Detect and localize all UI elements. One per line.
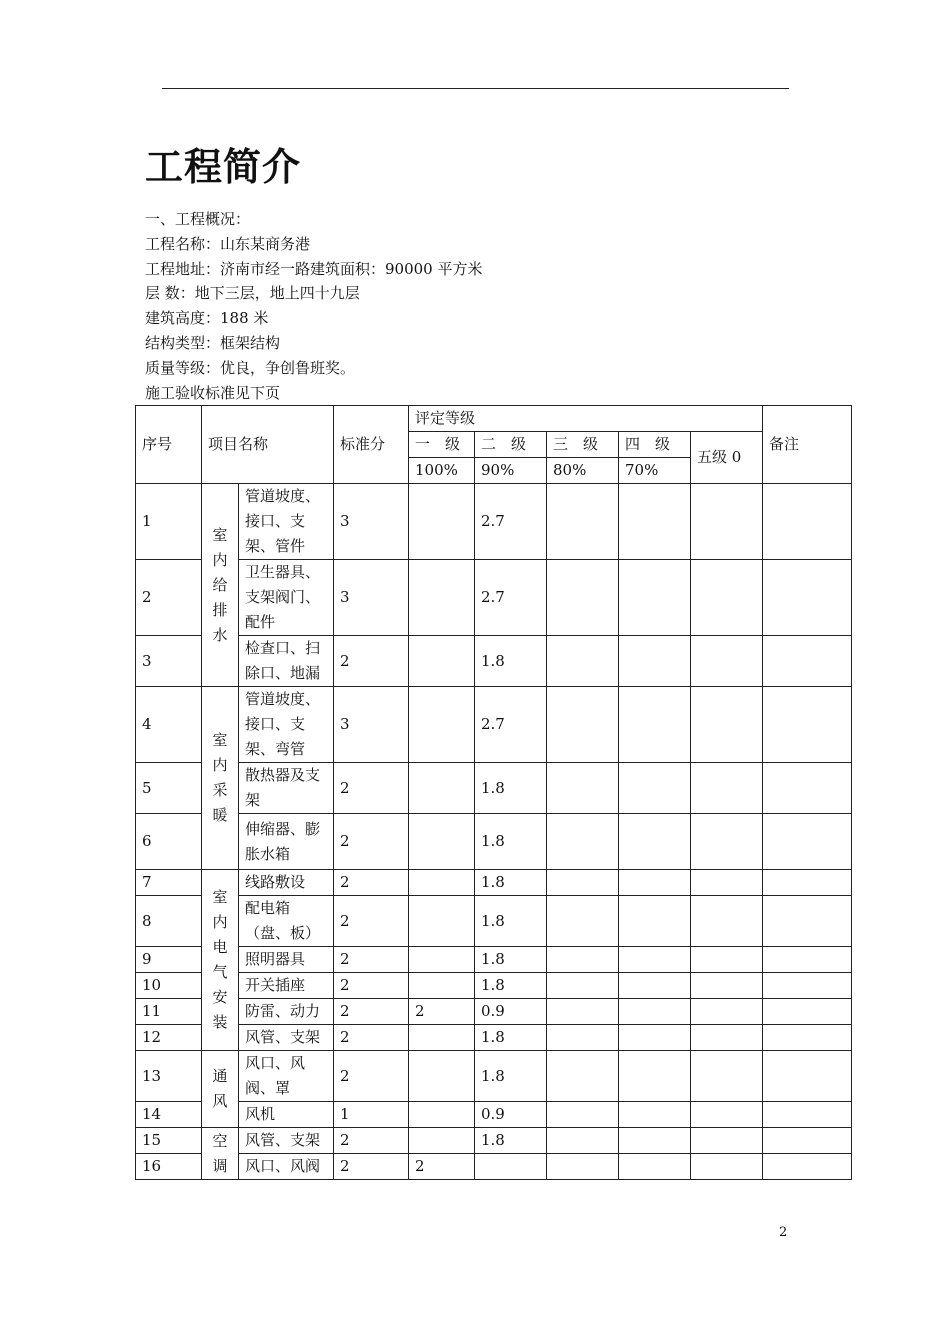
row-g2: 1.8 — [475, 1128, 547, 1154]
category-label: 室内电气安装 — [212, 888, 228, 1031]
row-g2: 1.8 — [475, 870, 547, 896]
category-label: 空调 — [212, 1131, 228, 1175]
row-std: 3 — [334, 687, 409, 763]
row-no: 9 — [136, 947, 202, 973]
header-g4-percent: 70% — [619, 458, 691, 484]
category-cell — [202, 870, 239, 1051]
row-no: 11 — [136, 999, 202, 1025]
row-std: 2 — [334, 947, 409, 973]
category-label: 通风 — [212, 1067, 228, 1110]
table-row — [136, 814, 852, 870]
row-g2: 1.8 — [475, 973, 547, 999]
table-row — [136, 1154, 852, 1180]
row-item: 风管、支架 — [239, 1025, 334, 1051]
table-row — [136, 484, 852, 560]
row-no: 2 — [136, 560, 202, 636]
header-no: 序号 — [136, 406, 202, 484]
row-std: 2 — [334, 1025, 409, 1051]
header-g3: 三 级 — [547, 432, 619, 458]
row-g2 — [475, 1154, 547, 1180]
header-g3-percent: 80% — [547, 458, 619, 484]
project-overview — [145, 207, 483, 405]
row-g2: 1.8 — [475, 1051, 547, 1102]
row-g2: 0.9 — [475, 999, 547, 1025]
row-item: 线路敷设 — [239, 870, 334, 896]
header-g1: 一 级 — [409, 432, 475, 458]
row-item: 管道坡度、接口、支架、弯管 — [239, 687, 334, 763]
header-g2: 二 级 — [475, 432, 547, 458]
row-item: 配电箱（盘、板） — [239, 896, 334, 947]
row-g1: 2 — [409, 1154, 475, 1180]
table-row — [136, 1025, 852, 1051]
header-grade: 评定等级 — [409, 406, 763, 432]
row-item: 风管、支架 — [239, 1128, 334, 1154]
row-no: 8 — [136, 896, 202, 947]
row-g1 — [409, 1128, 475, 1154]
header-g5: 五级 0 — [691, 432, 763, 484]
row-g1 — [409, 896, 475, 947]
category-cell — [202, 484, 239, 687]
table-row — [136, 1128, 852, 1154]
table-row — [136, 1051, 852, 1102]
row-g2: 2.7 — [475, 484, 547, 560]
overview-line: 质量等级：优良，争创鲁班奖。 — [145, 358, 356, 377]
row-g1 — [409, 947, 475, 973]
overview-line: 施工验收标准见下页 — [145, 383, 281, 402]
header-g2-percent: 90% — [475, 458, 547, 484]
row-item: 检查口、扫除口、地漏 — [239, 636, 334, 687]
row-std: 1 — [334, 1102, 409, 1128]
row-std: 2 — [334, 1051, 409, 1102]
row-g1 — [409, 814, 475, 870]
row-item: 散热器及支架 — [239, 763, 334, 814]
row-g1 — [409, 636, 475, 687]
category-cell — [202, 1051, 239, 1128]
row-no: 3 — [136, 636, 202, 687]
row-no: 6 — [136, 814, 202, 870]
row-g2: 1.8 — [475, 1025, 547, 1051]
header-g1-percent: 100% — [409, 458, 475, 484]
header-g4: 四 级 — [619, 432, 691, 458]
row-no: 14 — [136, 1102, 202, 1128]
overview-line: 建筑高度：188 米 — [145, 309, 269, 328]
overview-line: 结构类型：框架结构 — [145, 333, 281, 352]
row-item: 风口、风阀 — [239, 1154, 334, 1180]
row-no: 7 — [136, 870, 202, 896]
row-std: 2 — [334, 896, 409, 947]
row-no: 15 — [136, 1128, 202, 1154]
table-row — [136, 560, 852, 636]
row-g2: 1.8 — [475, 763, 547, 814]
row-no: 4 — [136, 687, 202, 763]
row-std: 2 — [334, 763, 409, 814]
category-cell — [202, 687, 239, 870]
overview-line: 工程名称：山东某商务港 — [145, 234, 311, 253]
table-row — [136, 999, 852, 1025]
row-std: 2 — [334, 973, 409, 999]
row-no: 5 — [136, 763, 202, 814]
page-title: 工程简介 — [145, 145, 302, 189]
row-g1 — [409, 484, 475, 560]
row-no: 12 — [136, 1025, 202, 1051]
row-item: 伸缩器、膨胀水箱 — [239, 814, 334, 870]
table-row — [136, 687, 852, 763]
row-std: 2 — [334, 1154, 409, 1180]
row-g1 — [409, 1102, 475, 1128]
row-item: 管道坡度、接口、支架、管件 — [239, 484, 334, 560]
row-g1 — [409, 1051, 475, 1102]
row-g1 — [409, 973, 475, 999]
row-item: 照明器具 — [239, 947, 334, 973]
row-g2: 2.7 — [475, 687, 547, 763]
row-std: 3 — [334, 560, 409, 636]
row-std: 2 — [334, 999, 409, 1025]
overview-line: 层 数：地下三层，地上四十九层 — [145, 284, 360, 303]
table-row — [136, 636, 852, 687]
category-label: 室内采暖 — [212, 731, 228, 824]
header-item: 项目名称 — [202, 406, 334, 484]
table-row — [136, 870, 852, 896]
table-row — [136, 896, 852, 947]
category-label: 室内给排水 — [212, 525, 228, 644]
header-remark: 备注 — [763, 406, 852, 484]
row-g2: 1.8 — [475, 636, 547, 687]
row-item: 开关插座 — [239, 973, 334, 999]
table-row — [136, 1102, 852, 1128]
row-g1 — [409, 560, 475, 636]
category-cell — [202, 1128, 239, 1180]
row-g2: 1.8 — [475, 896, 547, 947]
header-std: 标准分 — [334, 406, 409, 484]
acceptance-standard-table — [135, 405, 852, 1180]
row-std: 2 — [334, 1128, 409, 1154]
overview-line: 一、工程概况： — [145, 210, 251, 228]
header-rule — [162, 88, 789, 89]
row-g1 — [409, 1025, 475, 1051]
row-item: 卫生器具、支架阀门、配件 — [239, 560, 334, 636]
table-row — [136, 763, 852, 814]
row-item: 风口、风阀、罩 — [239, 1051, 334, 1102]
row-g2: 1.8 — [475, 814, 547, 870]
row-std: 3 — [334, 484, 409, 560]
row-g1: 2 — [409, 999, 475, 1025]
row-item: 风机 — [239, 1102, 334, 1128]
row-g2: 2.7 — [475, 560, 547, 636]
row-no: 1 — [136, 484, 202, 560]
row-g2: 0.9 — [475, 1102, 547, 1128]
row-g1 — [409, 763, 475, 814]
table-row — [136, 947, 852, 973]
overview-line: 工程地址：济南市经一路建筑面积：90000 平方米 — [145, 259, 483, 278]
row-no: 16 — [136, 1154, 202, 1180]
table-row — [136, 973, 852, 999]
row-g2: 1.8 — [475, 947, 547, 973]
row-no: 10 — [136, 973, 202, 999]
row-no: 13 — [136, 1051, 202, 1102]
row-std: 2 — [334, 870, 409, 896]
row-g1 — [409, 870, 475, 896]
row-g1 — [409, 687, 475, 763]
page-number: 2 — [779, 1225, 788, 1240]
row-std: 2 — [334, 814, 409, 870]
row-item: 防雷、动力 — [239, 999, 334, 1025]
row-std: 2 — [334, 636, 409, 687]
